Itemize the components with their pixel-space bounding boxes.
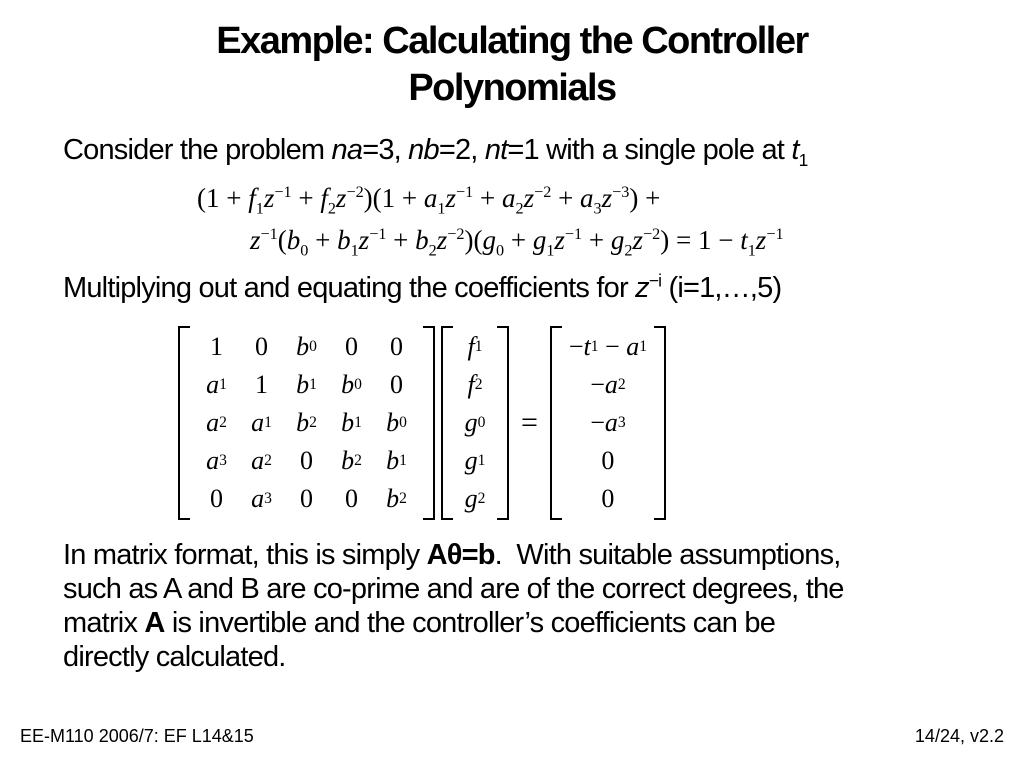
paragraph-line4: directly calculated.	[63, 641, 286, 673]
matrix-cell: 1	[210, 332, 223, 361]
vector-theta-bracket-left-icon	[441, 326, 453, 520]
matrix-a	[178, 326, 435, 520]
matrix-cell: b 1	[386, 446, 407, 475]
matrix-cell: 0	[300, 484, 313, 513]
vector-b	[550, 326, 666, 520]
vector-b-bracket-left-icon	[550, 326, 562, 520]
matrix-cell: − a 3	[590, 408, 626, 437]
matrix-a-bracket-right-icon	[423, 326, 435, 520]
paragraph-line1-pre: In matrix format, this is simply	[63, 539, 427, 571]
matrix-cell: b 0	[296, 332, 317, 361]
matrix-cell: 0	[255, 332, 268, 361]
paragraph-line2: such as A and B are co-prime and are of the correct degrees, the	[63, 573, 844, 605]
paragraph-line3-bold: A	[144, 607, 165, 639]
matrix-cell: a 2	[251, 446, 272, 475]
vector-theta	[441, 326, 509, 520]
matrix-cell: b 2	[296, 408, 317, 437]
matrix-cell: 0	[210, 484, 223, 513]
footer-page-number: 14/24, v2.2	[914, 726, 1004, 746]
matrix-cell: 0	[390, 370, 403, 399]
paragraph-line3-post: is invertible and the controller’s coefficients can be	[164, 607, 776, 639]
matrix-a-grid	[190, 326, 423, 520]
matrix-cell: f 1	[467, 332, 483, 361]
slide-title-line1: Example: Calculating the Controller	[216, 20, 808, 62]
matrix-cell: g 0	[464, 408, 486, 437]
equals-sign: =	[521, 406, 538, 439]
matrix-cell: 0	[300, 446, 313, 475]
footer-course-label: EE-M110 2006/7: EF L14&15	[20, 726, 254, 746]
matrix-cell: g 1	[464, 446, 486, 475]
matrix-cell: a 1	[251, 408, 272, 437]
paragraph-line3	[63, 606, 1013, 640]
matrix-cell: 0	[345, 484, 358, 513]
matrix-a-bracket-left-icon	[178, 326, 190, 520]
paragraph-line1	[63, 538, 1013, 572]
matrix-cell: b 0	[341, 370, 362, 399]
vector-b-bracket-right-icon	[654, 326, 666, 520]
conclusion-paragraph	[63, 538, 1013, 674]
matrix-cell: a 2	[206, 408, 227, 437]
vector-theta-grid	[453, 326, 497, 520]
matrix-cell: b 1	[296, 370, 317, 399]
equation-line2: $z^{-1}(b_0 + b_1z^{-1} + b_2z^{-2})(g_0 + g_1z^{-1} + g_2z^{-2}) = 1 - t_1z^{-1}$	[250, 225, 784, 260]
matrix-cell: − t 1 − a 1	[568, 332, 647, 361]
slide-title-line2: Polynomials	[408, 67, 616, 109]
intro-text: Consider the problem na=3, nb=2, nt=1 with a single pole at $t_1$	[63, 134, 808, 170]
matrix-cell: 0	[601, 446, 615, 475]
paragraph-line3-pre: matrix	[63, 607, 145, 639]
paragraph-line1-bold: Aθ=b	[426, 539, 495, 571]
matrix-cell: b 2	[386, 484, 407, 513]
matrix-cell: f 2	[467, 370, 483, 399]
paragraph-line1-post: . With suitable assumptions,	[494, 539, 841, 571]
matrix-cell: g 2	[464, 484, 486, 513]
matrix-cell: b 0	[386, 408, 407, 437]
vector-theta-bracket-right-icon	[497, 326, 509, 520]
matrix-equation	[178, 326, 666, 520]
matrix-cell: 0	[601, 484, 615, 513]
matrix-cell: b 2	[341, 446, 362, 475]
vector-b-grid	[562, 326, 654, 520]
matrix-cell: 0	[345, 332, 358, 361]
matrix-cell: a 1	[206, 370, 227, 399]
slide-title	[0, 18, 1024, 112]
equation-line1: $(1 + f_1z^{-1} + f_2z^{-2})(1 + a_1z^{-1} + a_2z^{-2} + a_3z^{-3})$ +	[197, 183, 661, 218]
matrix-cell: 1	[255, 370, 268, 399]
matrix-cell: b 1	[341, 408, 362, 437]
matrix-cell: a 3	[206, 446, 227, 475]
multiplying-text: Multiplying out and equating the coefficients for $z^{-i}$ (i=1,…,5)	[63, 270, 782, 304]
matrix-cell: 0	[390, 332, 403, 361]
matrix-cell: a 3	[251, 484, 272, 513]
matrix-cell: − a 2	[590, 370, 626, 399]
